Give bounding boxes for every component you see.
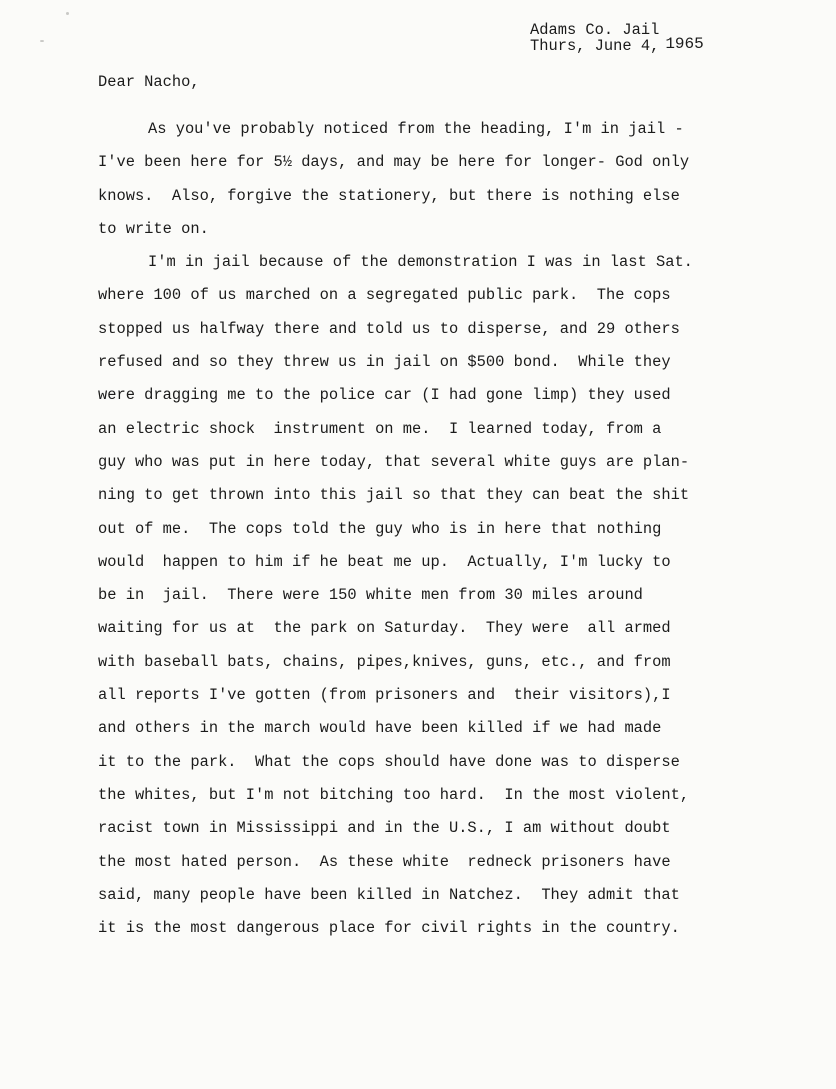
paper-speck bbox=[40, 40, 44, 42]
heading-place: Adams Co. Jail bbox=[530, 21, 660, 39]
text-line: I'm in jail because of the demonstration I was in last Sat. bbox=[148, 253, 693, 272]
text-line: all reports I've gotten (from prisoners and their visitors),I bbox=[98, 686, 671, 705]
text-line: and others in the march would have been killed if we had made bbox=[98, 719, 662, 738]
text-line: where 100 of us marched on a segregated public park. The cops bbox=[98, 286, 671, 305]
text-line: be in jail. There were 150 white men from 30 miles around bbox=[98, 586, 643, 605]
text-line: stopped us halfway there and told us to disperse, and 29 others bbox=[98, 319, 680, 338]
text-line: it is the most dangerous place for civil rights in the country. bbox=[98, 919, 680, 938]
text-line: ning to get thrown into this jail so that they can beat the shit bbox=[98, 486, 690, 505]
paragraph bbox=[98, 246, 758, 945]
text-line: would happen to him if he beat me up. Actually, I'm lucky to bbox=[98, 552, 671, 571]
text-line: out of me. The cops told the guy who is in here that nothing bbox=[98, 519, 662, 538]
text-line: As you've probably noticed from the heading, I'm in jail - bbox=[148, 120, 684, 138]
salutation: Dear Nacho, bbox=[98, 73, 200, 91]
text-line: were dragging me to the police car (I had gone limp) they used bbox=[98, 386, 671, 405]
text-line: racist town in Mississippi and in the U.S., I am without doubt bbox=[98, 819, 671, 838]
letter-body bbox=[98, 113, 758, 945]
text-line: waiting for us at the park on Saturday. They were all armed bbox=[98, 619, 671, 638]
heading-date: Thurs, June 4, bbox=[530, 37, 660, 55]
heading-year: 1965 bbox=[665, 35, 704, 53]
heading-date-line bbox=[530, 35, 704, 55]
text-line: to write on. bbox=[98, 219, 209, 238]
text-line: guy who was put in here today, that several white guys are plan- bbox=[98, 452, 690, 471]
text-line: it to the park. What the cops should have done was to disperse bbox=[98, 752, 680, 771]
paragraph bbox=[98, 113, 758, 246]
text-line: an electric shock instrument on me. I learned today, from a bbox=[98, 419, 662, 438]
paper-speck bbox=[66, 12, 69, 15]
text-line: refused and so they threw us in jail on $500 bond. While they bbox=[98, 353, 671, 372]
letter-heading bbox=[530, 22, 704, 54]
text-line: the whites, but I'm not bitching too hard. In the most violent, bbox=[98, 785, 690, 804]
text-line: I've been here for 5½ days, and may be here for longer- God only bbox=[98, 153, 690, 172]
text-line: said, many people have been killed in Natchez. They admit that bbox=[98, 885, 680, 904]
text-line: with baseball bats, chains, pipes,knives, guns, etc., and from bbox=[98, 652, 671, 671]
text-line: knows. Also, forgive the stationery, but there is nothing else bbox=[98, 186, 680, 205]
text-line: the most hated person. As these white redneck prisoners have bbox=[98, 852, 671, 871]
